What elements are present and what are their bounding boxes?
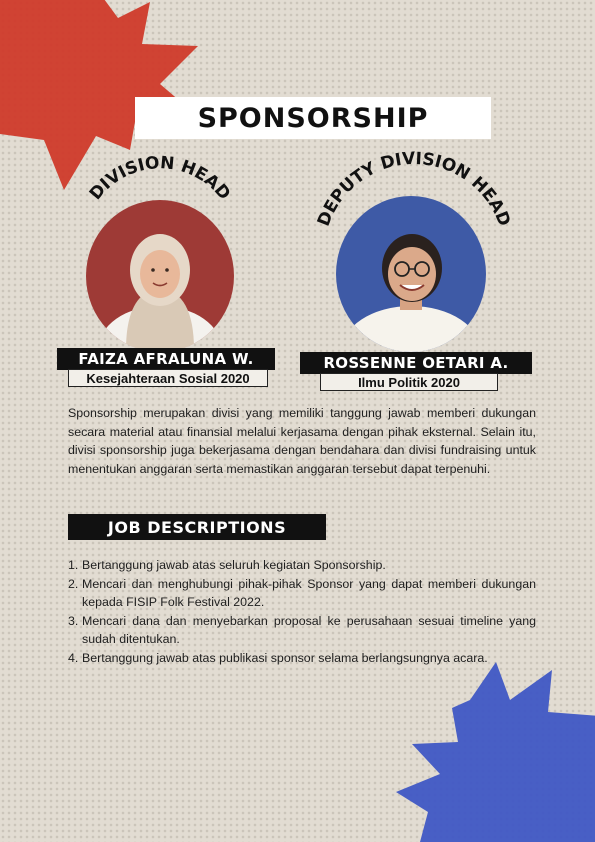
list-item-number: 3.: [68, 613, 79, 628]
deputy-head-name: ROSSENNE OETARI A.: [300, 352, 532, 374]
list-item: [68, 649, 536, 668]
division-head-program: Kesejahteraan Sosial 2020: [68, 369, 268, 387]
person-silhouette-icon: [86, 200, 234, 352]
page-title: SPONSORSHIP: [197, 102, 429, 134]
division-head-portrait: [86, 200, 234, 352]
deputy-head-role-label: DEPUTY DIVISION HEAD: [313, 148, 515, 230]
job-list: [68, 556, 536, 667]
title-banner: [135, 97, 491, 139]
list-item-text: Mencari dan menghubungi pihak-pihak Sponsor yang dapat memberi dukungan kepada FISIP Folk Festival 2022.: [82, 576, 536, 609]
list-item-number: 2.: [68, 576, 79, 591]
division-head-role-label: DIVISION HEAD: [85, 153, 235, 204]
list-item-number: 4.: [68, 650, 79, 665]
person-silhouette-icon: [336, 196, 486, 352]
list-item: [68, 556, 536, 575]
deputy-head-portrait: [336, 196, 486, 352]
list-item-text: Mencari dana dan menyebarkan proposal ke perusahaan sesuai timeline yang sudah ditentukan.: [82, 613, 536, 646]
list-item: [68, 575, 536, 612]
list-item-text: Bertanggung jawab atas seluruh kegiatan Sponsorship.: [82, 558, 386, 572]
job-descriptions-heading: JOB DESCRIPTIONS: [107, 517, 287, 537]
blue-starburst-shape: [396, 662, 595, 842]
division-head-name: FAIZA AFRALUNA W.: [57, 348, 275, 370]
deputy-head-program: Ilmu Politik 2020: [320, 373, 498, 391]
division-description: Sponsorship merupakan divisi yang memiliki tanggung jawab memberi dukungan secara material atau finansial melalui kerjasama dengan pihak eksternal. Selain itu, divisi sponsorship juga bekerjasama dengan bendahara dan divisi fundraising untuk menentukan anggaran serta memastikan anggaran tersebut dapat terpenuhi.: [68, 406, 536, 476]
list-item: [68, 612, 536, 649]
job-descriptions-banner: [68, 514, 326, 540]
list-item-number: 1.: [68, 558, 79, 572]
list-item-text: Bertanggung jawab atas publikasi sponsor selama berlangsungnya acara.: [82, 650, 488, 665]
